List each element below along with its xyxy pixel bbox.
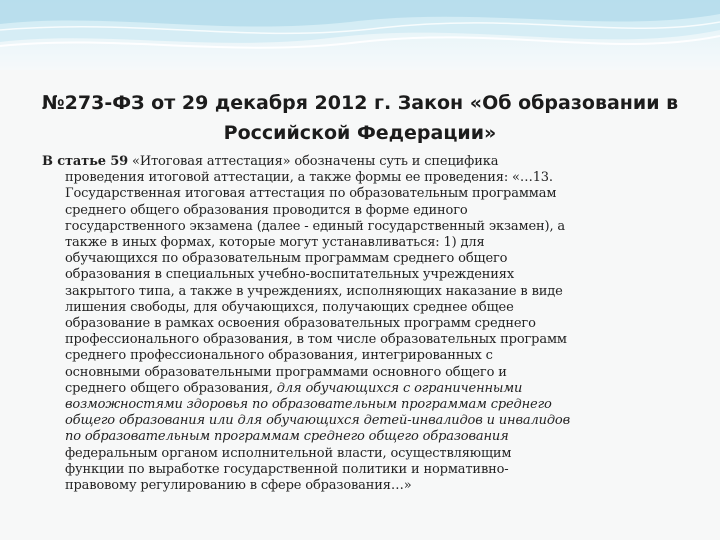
body-line-16: возможностями здоровья по образовательным программам среднего — [65, 397, 552, 413]
decorative-wave — [0, 0, 720, 80]
body-line-18: по образовательным программам среднего общего образования — [65, 429, 509, 445]
body-line-15-text: среднего общего образования, — [65, 380, 277, 396]
article-reference: В статье 59 — [42, 154, 129, 169]
body-line-1 — [42, 154, 682, 170]
body-line-1-text: «Итоговая аттестация» обозначены суть и специфика — [128, 154, 499, 169]
body-line-17: общего образования или для обучающихся детей-инвалидов и инвалидов — [65, 413, 570, 429]
body-line-19: федеральным органом исполнительной власти, осуществляющим — [65, 445, 512, 461]
body-line-8: образования в специальных учебно-воспитательных учреждениях — [65, 267, 515, 283]
body-line-21: правовому регулированию в сфере образования…» — [65, 478, 412, 494]
body-line-3: Государственная итоговая аттестация по образовательным программам — [65, 186, 557, 202]
body-line-13: среднего профессионального образования, интегрированных с — [65, 348, 493, 364]
body-line-15 — [42, 381, 682, 397]
body-line-10: лишения свободы, для обучающихся, получающих среднее общее — [65, 299, 514, 315]
body-line-15-italic: для обучающихся с ограниченными — [276, 380, 523, 396]
slide-body — [42, 154, 682, 494]
body-line-2: проведения итоговой аттестации, а также формы ее проведения: «…13. — [65, 170, 553, 186]
body-line-4: среднего общего образования проводится в форме единого — [65, 202, 468, 218]
body-line-14: основными образовательными программами основного общего и — [65, 364, 507, 380]
body-line-20: функции по выработке государственной политики и нормативно- — [65, 461, 509, 477]
body-line-7: обучающихся по образовательным программам среднего общего — [65, 251, 508, 267]
title-line-2: Российской Федерации» — [223, 122, 497, 144]
body-line-6: также в иных формах, которые могут устанавливаться: 1) для — [65, 235, 485, 251]
body-line-12: профессионального образования, в том числе образовательных программ — [65, 332, 567, 348]
body-line-5: государственного экзамена (далее - единый государственный экзамен), а — [65, 218, 566, 234]
body-line-11: образование в рамках освоения образовательных программ среднего — [65, 316, 536, 332]
title-line-1: №273-ФЗ от 29 декабря 2012 г. Закон «Об образовании в — [41, 92, 679, 114]
slide-title — [40, 88, 680, 148]
body-line-9: закрытого типа, а также в учреждениях, исполняющих наказание в виде — [65, 283, 563, 299]
